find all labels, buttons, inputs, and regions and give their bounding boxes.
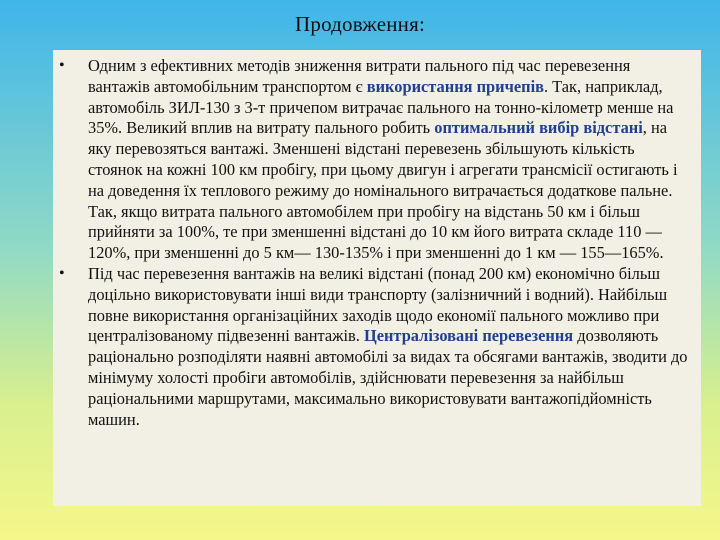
bullet-dot-icon: • — [59, 57, 65, 74]
bullet-dot-icon: • — [59, 264, 65, 282]
highlight-trailers: використання причепів — [366, 76, 544, 96]
bullet-item-long-distance — [53, 264, 701, 430]
bullet-list — [53, 56, 701, 430]
slide-title: Продовження: — [295, 12, 425, 36]
highlight-centralized-transport: Централізовані перевезення — [363, 326, 574, 346]
bullet-text-part: Під час перевезення вантажів на великі відстані (понад 200 км) економічно більш доцільно використовувати інші види транспорту (залізничний і водний). Найбільш повне використання організаційних заходів щодо економії пального можливо при централізованому підвезенні вантажів. — [88, 263, 668, 346]
bullet-text-part: . Так, наприклад, автомобіль ЗИЛ-130 з 3-т причепом витрачає пального на тонно-кілометр менше на 35%. Великий вплив на витрату пального робить — [88, 76, 674, 138]
bullet-text-part: Одним з ефективних методів зниження витрати пального під час перевезення вантажів автомобільним транспортом є — [88, 56, 631, 96]
highlight-optimal-distance: оптимальний вибір відстані — [434, 118, 643, 138]
bullet-text-part: дозволяють раціонально розподіляти наявні автомобілі за видах та обсягами вантажів, зводити до мінімуму холості пробіги автомобілів, здійснювати перевезення за найбільш раціональними маршрутами, максимально використовувати вантажопідйомність машин. — [88, 326, 688, 429]
bullet-item-fuel-methods — [53, 56, 701, 264]
content-box — [53, 50, 701, 506]
bullet-text-part: , на яку перевозяться вантажі. Зменшені відстані перевезень збільшують кількість стоянок на кожні 100 км пробігу, при цьому двигун і агрегати трансмісії остигають і на доведення їх теплового режиму до номінального витрачається додаткове пальне. Так, якщо витрата пального автомобілем при пробігу на відстань 50 км і більш прийняти за 100%, те при зменшенні відстані до 10 км його витрата складе 110 —120%, при зменшенні до 5 км— 130-135% і при зменшенні до 1 км — 155—165%. — [88, 118, 678, 263]
